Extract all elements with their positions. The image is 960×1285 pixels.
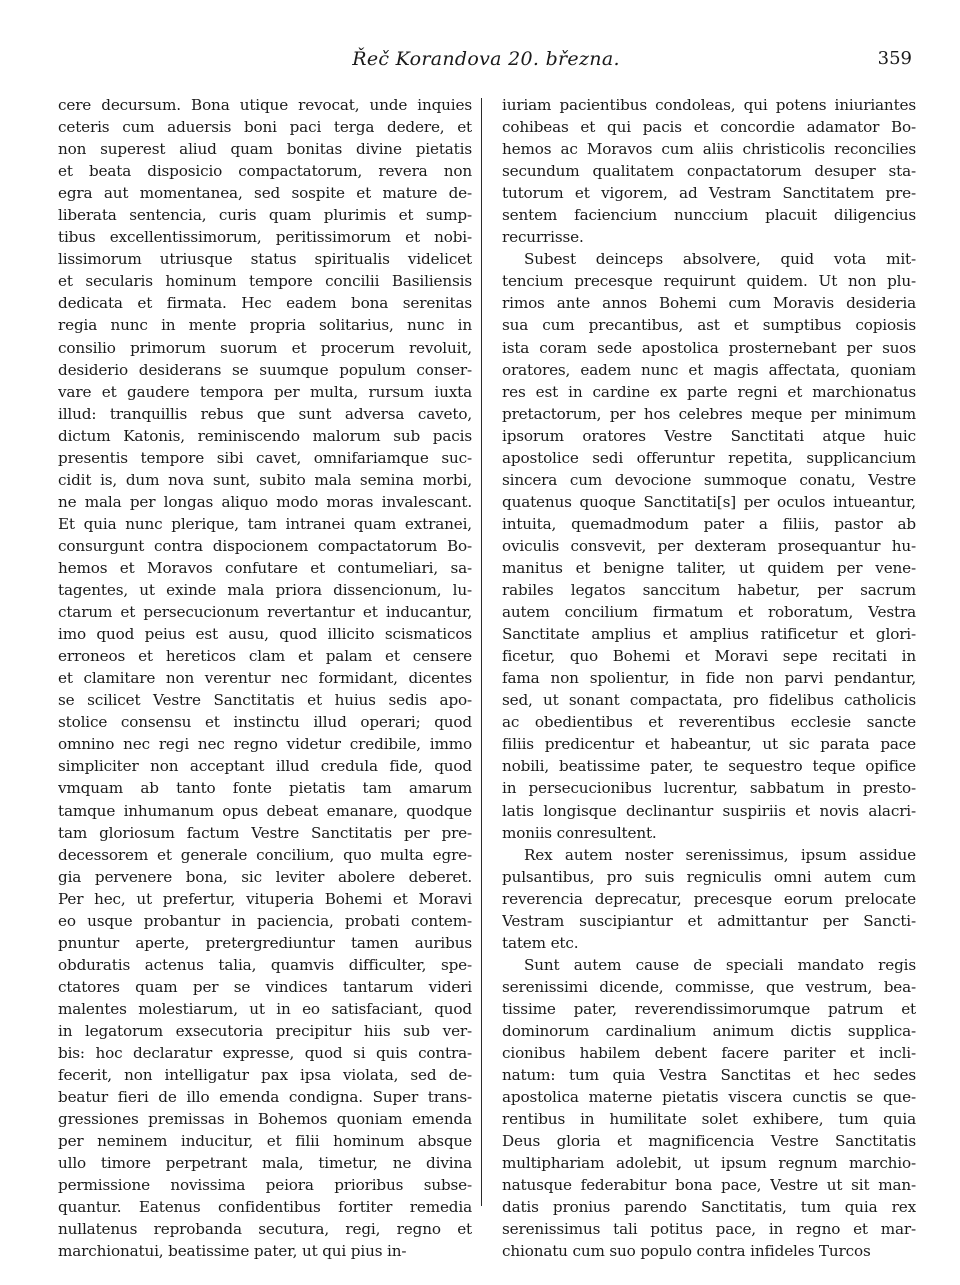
text-line: iuriam pacientibus condoleas, qui potens iniuriantes (502, 96, 916, 114)
text-line: nullatenus reprobanda secutura, regi, regno et (58, 1220, 472, 1239)
text-line: tam gloriosum factum Vestre Sanctitatis per pre- (58, 823, 472, 842)
text-line: sincera cum devocione summoque conatu, Vestre (502, 470, 916, 489)
text-line: Sanctitate amplius et amplius ratificetur et glori- (502, 625, 916, 644)
text-line: recurrisse. (502, 228, 584, 247)
text-line: hemos ac Moravos cum aliis christicolis reconcilies (502, 140, 916, 159)
text-line: cionibus habilem debent facere pariter et incli- (502, 1044, 916, 1063)
text-line: desiderio desiderans se suumque populum conser- (58, 360, 472, 379)
text-line: tagentes, ut exinde mala priora dissencionum, lu- (58, 581, 472, 600)
text-line: cohibeas et qui pacis et concordie adamator Bo- (502, 118, 916, 137)
text-line: vare et gaudere tempora per multa, rursum iuxta (58, 382, 472, 401)
text-line: consurgunt contra dispocionem compactatorum Bo- (58, 536, 472, 555)
text-line: malentes molestiarum, ut in eo satisfaciant, quod (58, 999, 472, 1018)
text-line: ista coram sede apostolica prosternebant per suos (502, 338, 916, 357)
text-line: liberata sentencia, curis quam plurimis et sump- (58, 206, 472, 225)
text-line: marchionatui, beatissime pater, ut qui pius in- (58, 1242, 407, 1261)
text-line: ceteris cum aduersis boni paci terga dedere, et (58, 118, 472, 137)
text-line: serenissimi dicende, commisse, que vestrum, bea- (502, 977, 916, 996)
text-line: et clamitare non verentur nec formidant, dicentes (58, 669, 472, 688)
text-line: filiis predicentur et habeantur, ut sic parata pace (502, 735, 916, 754)
text-line: manitus et benigne taliter, ut quidem per vene- (502, 558, 916, 577)
text-line: sed, ut sonant compactata, pro fidelibus catholicis (502, 691, 916, 710)
text-line: obduratis actenus talia, quamvis difficulter, spe- (58, 955, 472, 974)
text-line: presentis tempore sibi cavet, omnifariamque suc- (58, 448, 472, 467)
text-line: beatur fieri de illo emenda condigna. Super trans- (58, 1088, 472, 1107)
text-line: sentem faciencium nunccium placuit diligencius (502, 206, 916, 225)
text-line: ullo timore perpetrant mala, timetur, ne divina (58, 1154, 472, 1173)
text-line: apostolica materne pietatis viscera cunctis se que- (502, 1088, 916, 1107)
text-line: fecerit, non intelligatur pax ipsa violata, sed de- (58, 1066, 472, 1085)
text-line: tibus excellentissimorum, peritissimorum et nobi- (58, 228, 472, 247)
text-line: erroneos et hereticos clam et palam et censere (58, 647, 472, 666)
page-number: 359 (877, 48, 912, 69)
text-line: Deus gloria et magnificencia Vestre Sanctitatis (502, 1132, 916, 1151)
text-line: cere decursum. Bona utique revocat, unde inquies (58, 96, 472, 114)
text-line: tencium precesque requirunt quidem. Ut non plu- (502, 272, 916, 291)
text-line: oratores, eadem nunc et magis affectata, quoniam (502, 360, 916, 379)
text-line: pnuntur aperte, pretergrediuntur tamen auribus (58, 933, 472, 952)
text-line: sua cum precantibus, ast et sumptibus copiosis (502, 316, 916, 335)
text-line: stolice consensu et instinctu illud operari; quod (58, 713, 472, 732)
text-line: rabiles legatos sanccitum habetur, per sacrum (502, 581, 916, 600)
text-line: dictum Katonis, reminiscendo malorum sub pacis (58, 426, 472, 445)
text-line: reverencia deprecatur, precesque eorum prelocate (502, 889, 916, 908)
text-line: egra aut momentanea, sed sospite et mature de- (58, 184, 472, 203)
text-line: eo usque probantur in paciencia, probati contem- (58, 911, 472, 930)
text-line: Per hec, ut prefertur, vituperia Bohemi et Moravi (58, 889, 472, 908)
text-line: rentibus in humilitate solet exhibere, tum quia (502, 1110, 916, 1129)
right-text-column (502, 94, 916, 1262)
text-line: non superest aliud quam bonitas divine pietatis (58, 140, 472, 159)
text-line: Rex autem noster serenissimus, ipsum assidue (524, 845, 916, 864)
text-line: tissime pater, reverendissimorumque patrum et (502, 999, 916, 1018)
text-line: autem concilium firmatum et roboratum, Vestra (502, 603, 916, 622)
text-line: et secularis hominum tempore concilii Basiliensis (58, 272, 472, 291)
text-line: pretactorum, per hos celebres meque per minimum (502, 404, 916, 423)
text-line: in legatorum exsecutoria precipitur hiis sub ver- (58, 1021, 472, 1040)
text-line: gressiones premissas in Bohemos quoniam emenda (58, 1110, 472, 1129)
text-line: ficetur, quo Bohemi et Moravi sepe recitati in (502, 647, 916, 666)
text-line: nobili, beatissime pater, te sequestro teque opifice (502, 757, 916, 776)
text-line: simpliciter non acceptant illud credula fide, quod (58, 757, 472, 776)
text-line: res est in cardine ex parte regni et marchionatus (502, 382, 916, 401)
text-line: tamque inhumanum opus debeat emanare, quodque (58, 801, 472, 820)
text-line: pulsantibus, pro suis regniculis omni autem cum (502, 867, 916, 886)
text-line: ipsorum oratores Vestre Sanctitati atque huic (502, 426, 916, 445)
text-line: secundum qualitatem conpactatorum desuper sta- (502, 162, 916, 181)
text-line: cidit is, dum nova sunt, subito mala semina morbi, (58, 470, 472, 489)
text-line: et beata disposicio compactatorum, revera non (58, 162, 472, 181)
text-line: chionatu cum suo populo contra infideles Turcos (502, 1242, 871, 1261)
text-line: se scilicet Vestre Sanctitatis et huius sedis apo- (58, 691, 472, 710)
text-line: bis: hoc declaratur expresse, quod si quis contra- (58, 1044, 472, 1063)
text-line: Subest deinceps absolvere, quid vota mit- (524, 250, 916, 269)
text-line: illud: tranquillis rebus que sunt adversa caveto, (58, 404, 472, 423)
text-line: quantur. Eatenus confidentibus fortiter remedia (58, 1198, 472, 1217)
text-line: regia nunc in mente propria solitarius, nunc in (58, 316, 472, 335)
text-line: consilio primorum suorum et procerum revoluit, (58, 338, 472, 357)
text-line: apostolice sedi offeruntur repetita, supplicancium (502, 448, 916, 467)
text-line: datis pronius parendo Sanctitatis, tum quia rex (502, 1198, 916, 1217)
text-line: serenissimus tali potitus pace, in regno et mar- (502, 1220, 916, 1239)
text-line: in persecucionibus lucrentur, sabbatum in presto- (502, 779, 916, 798)
running-title: Řeč Korandova 20. března. (352, 48, 620, 70)
text-line: ctarum et persecucionum revertantur et inducantur, (58, 603, 472, 622)
text-line: multiphariam adolebit, ut ipsum regnum marchio- (502, 1154, 916, 1173)
text-line: natum: tum quia Vestra Sanctitas et hec sedes (502, 1066, 916, 1085)
text-line: fama non spolientur, in fide non parvi pendantur, (502, 669, 916, 688)
text-line: imo quod peius est ausu, quod illicito scismaticos (58, 625, 472, 644)
text-line: gia pervenere bona, sic leviter abolere deberet. (58, 867, 472, 886)
text-line: hemos et Moravos confutare et contumeliari, sa- (58, 558, 472, 577)
running-head (60, 44, 912, 78)
text-line: intuita, quemadmodum pater a filiis, pastor ab (502, 514, 916, 533)
text-line: dominorum cardinalium animum dictis supplica- (502, 1021, 916, 1040)
text-line: moniis conresultent. (502, 823, 657, 842)
text-line: vmquam ab tanto fonte pietatis tam amarum (58, 779, 472, 798)
left-text-column (58, 94, 472, 1262)
text-line: quatenus quoque Sanctitati[s] per oculos intueantur, (502, 492, 916, 511)
text-line: latis longisque declinantur suspiriis et novis alacri- (502, 801, 916, 820)
column-divider (481, 98, 482, 1206)
text-line: permissione novissima peiora prioribus subse- (58, 1176, 472, 1195)
text-line: rimos ante annos Bohemi cum Moravis desideria (502, 294, 916, 313)
text-line: ac obedientibus et reverentibus ecclesie sancte (502, 713, 916, 732)
text-line: decessorem et generale concilium, quo multa egre- (58, 845, 472, 864)
text-line: Et quia nunc plerique, tam intranei quam extranei, (58, 514, 472, 533)
text-line: lissimorum utriusque status spiritualis videlicet (58, 250, 472, 269)
text-line: Sunt autem cause de speciali mandato regis (524, 955, 916, 974)
text-line: dedicata et firmata. Hec eadem bona serenitas (58, 294, 472, 313)
text-line: oviculis consvevit, per dexteram prosequantur hu- (502, 536, 916, 555)
text-line: ne mala per longas aliquo modo moras invalescant. (58, 492, 472, 511)
text-line: tutorum et vigorem, ad Vestram Sanctitatem pre- (502, 184, 916, 203)
text-line: tatem etc. (502, 933, 579, 952)
text-line: omnino nec regi nec regno videtur credibile, immo (58, 735, 472, 754)
text-line: Vestram suscipiantur et admittantur per Sancti- (502, 911, 916, 930)
text-line: per neminem inducitur, et filii hominum absque (58, 1132, 472, 1151)
text-line: natusque federabitur bona pace, Vestre ut sit man- (502, 1176, 916, 1195)
text-line: ctatores quam per se vindices tantarum videri (58, 977, 472, 996)
